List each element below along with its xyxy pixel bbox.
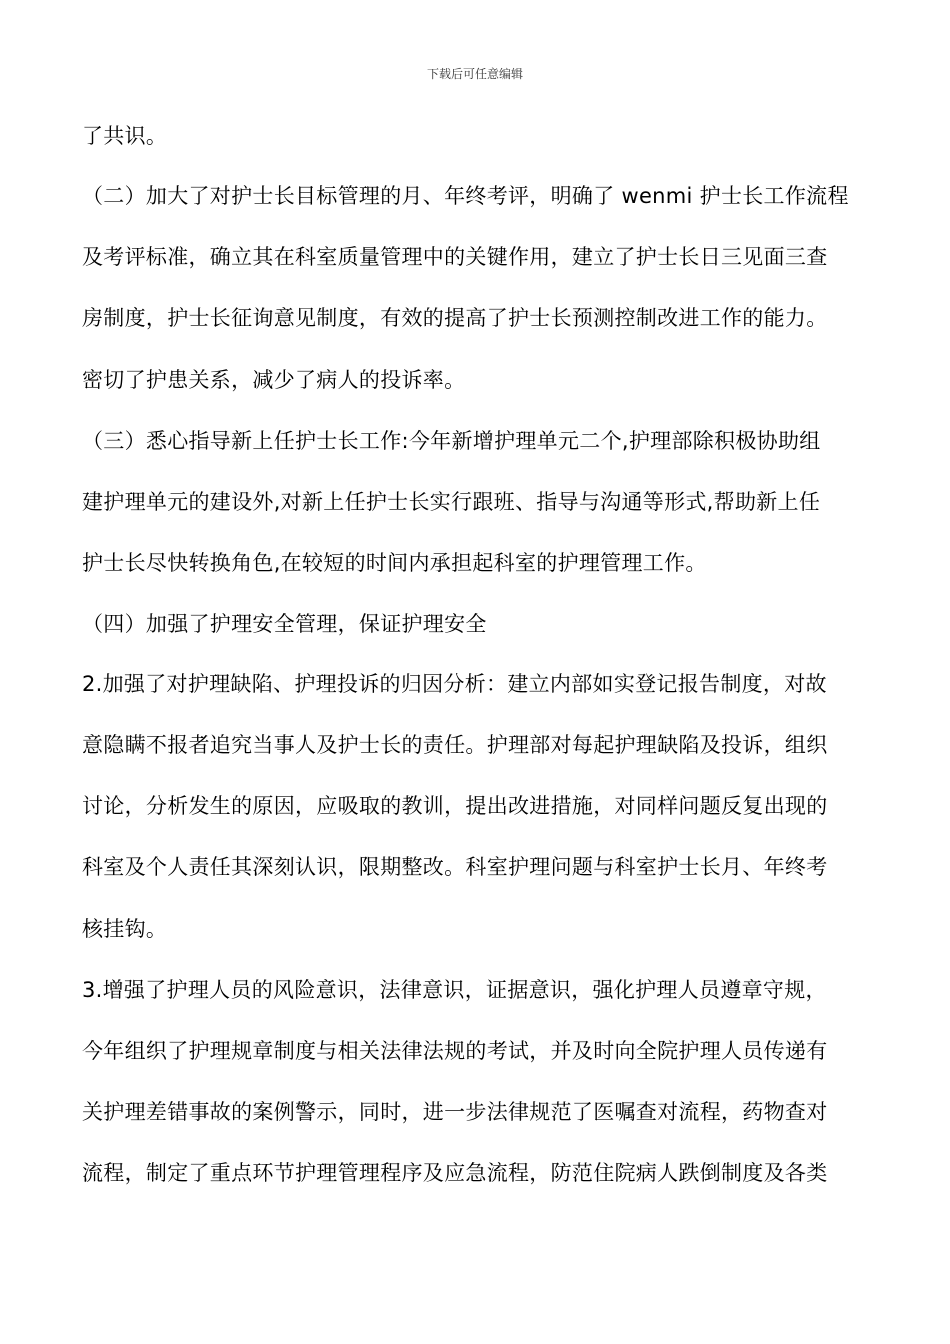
text-line: （四）加强了护理安全管理，保证护理安全 [82,612,487,636]
text-line: 及考评标准，确立其在科室质量管理中的关键作用，建立了护士长日三见面三查 [82,245,828,269]
text-line: 护士长尽快转换角色,在较短的时间内承担起科室的护理管理工作。 [82,551,707,575]
text-line: 建护理单元的建设外,对新上任护士长实行跟班、指导与沟通等形式,帮助新上任 [82,490,821,514]
text-line: 3.增强了护理人员的风险意识，法律意识，证据意识，强化护理人员遵章守规， [82,978,827,1002]
text-line: 核挂钩。 [82,917,168,941]
text-line: 科室及个人责任其深刻认识，限期整改。科室护理问题与科室护士长月、年终考 [82,855,828,879]
text-line: 房制度，护士长征询意见制度，有效的提高了护士长预测控制改进工作的能力。 [82,306,828,330]
text-line: （二）加大了对护士长目标管理的月、年终考评，明确了 wenmi 护士长工作流程 [82,184,849,208]
text-line: 密切了护患关系，减少了病人的投诉率。 [82,368,466,392]
text-line: 2.加强了对护理缺陷、护理投诉的归因分析：建立内部如实登记报告制度，对故 [82,672,827,696]
text-line: 了共识。 [82,124,168,148]
text-line: 今年组织了护理规章制度与相关法律法规的考试，并及时向全院护理人员传递有 [82,1039,828,1063]
text-line: 意隐瞒不报者追究当事人及护士长的责任。护理部对每起护理缺陷及投诉，组织 [82,733,828,757]
text-line: 流程，制定了重点环节护理管理程序及应急流程，防范住院病人跌倒制度及各类 [82,1161,828,1185]
text-line: 关护理差错事故的案例警示，同时，进一步法律规范了医嘱查对流程，药物查对 [82,1100,828,1124]
text-line: （三）悉心指导新上任护士长工作:今年新增护理单元二个,护理部除积极协助组 [82,429,821,453]
page-header: 下载后可任意编辑 [426,67,523,81]
text-line: 讨论，分析发生的原因，应吸取的教训，提出改进措施，对同样问题反复出现的 [82,794,828,818]
